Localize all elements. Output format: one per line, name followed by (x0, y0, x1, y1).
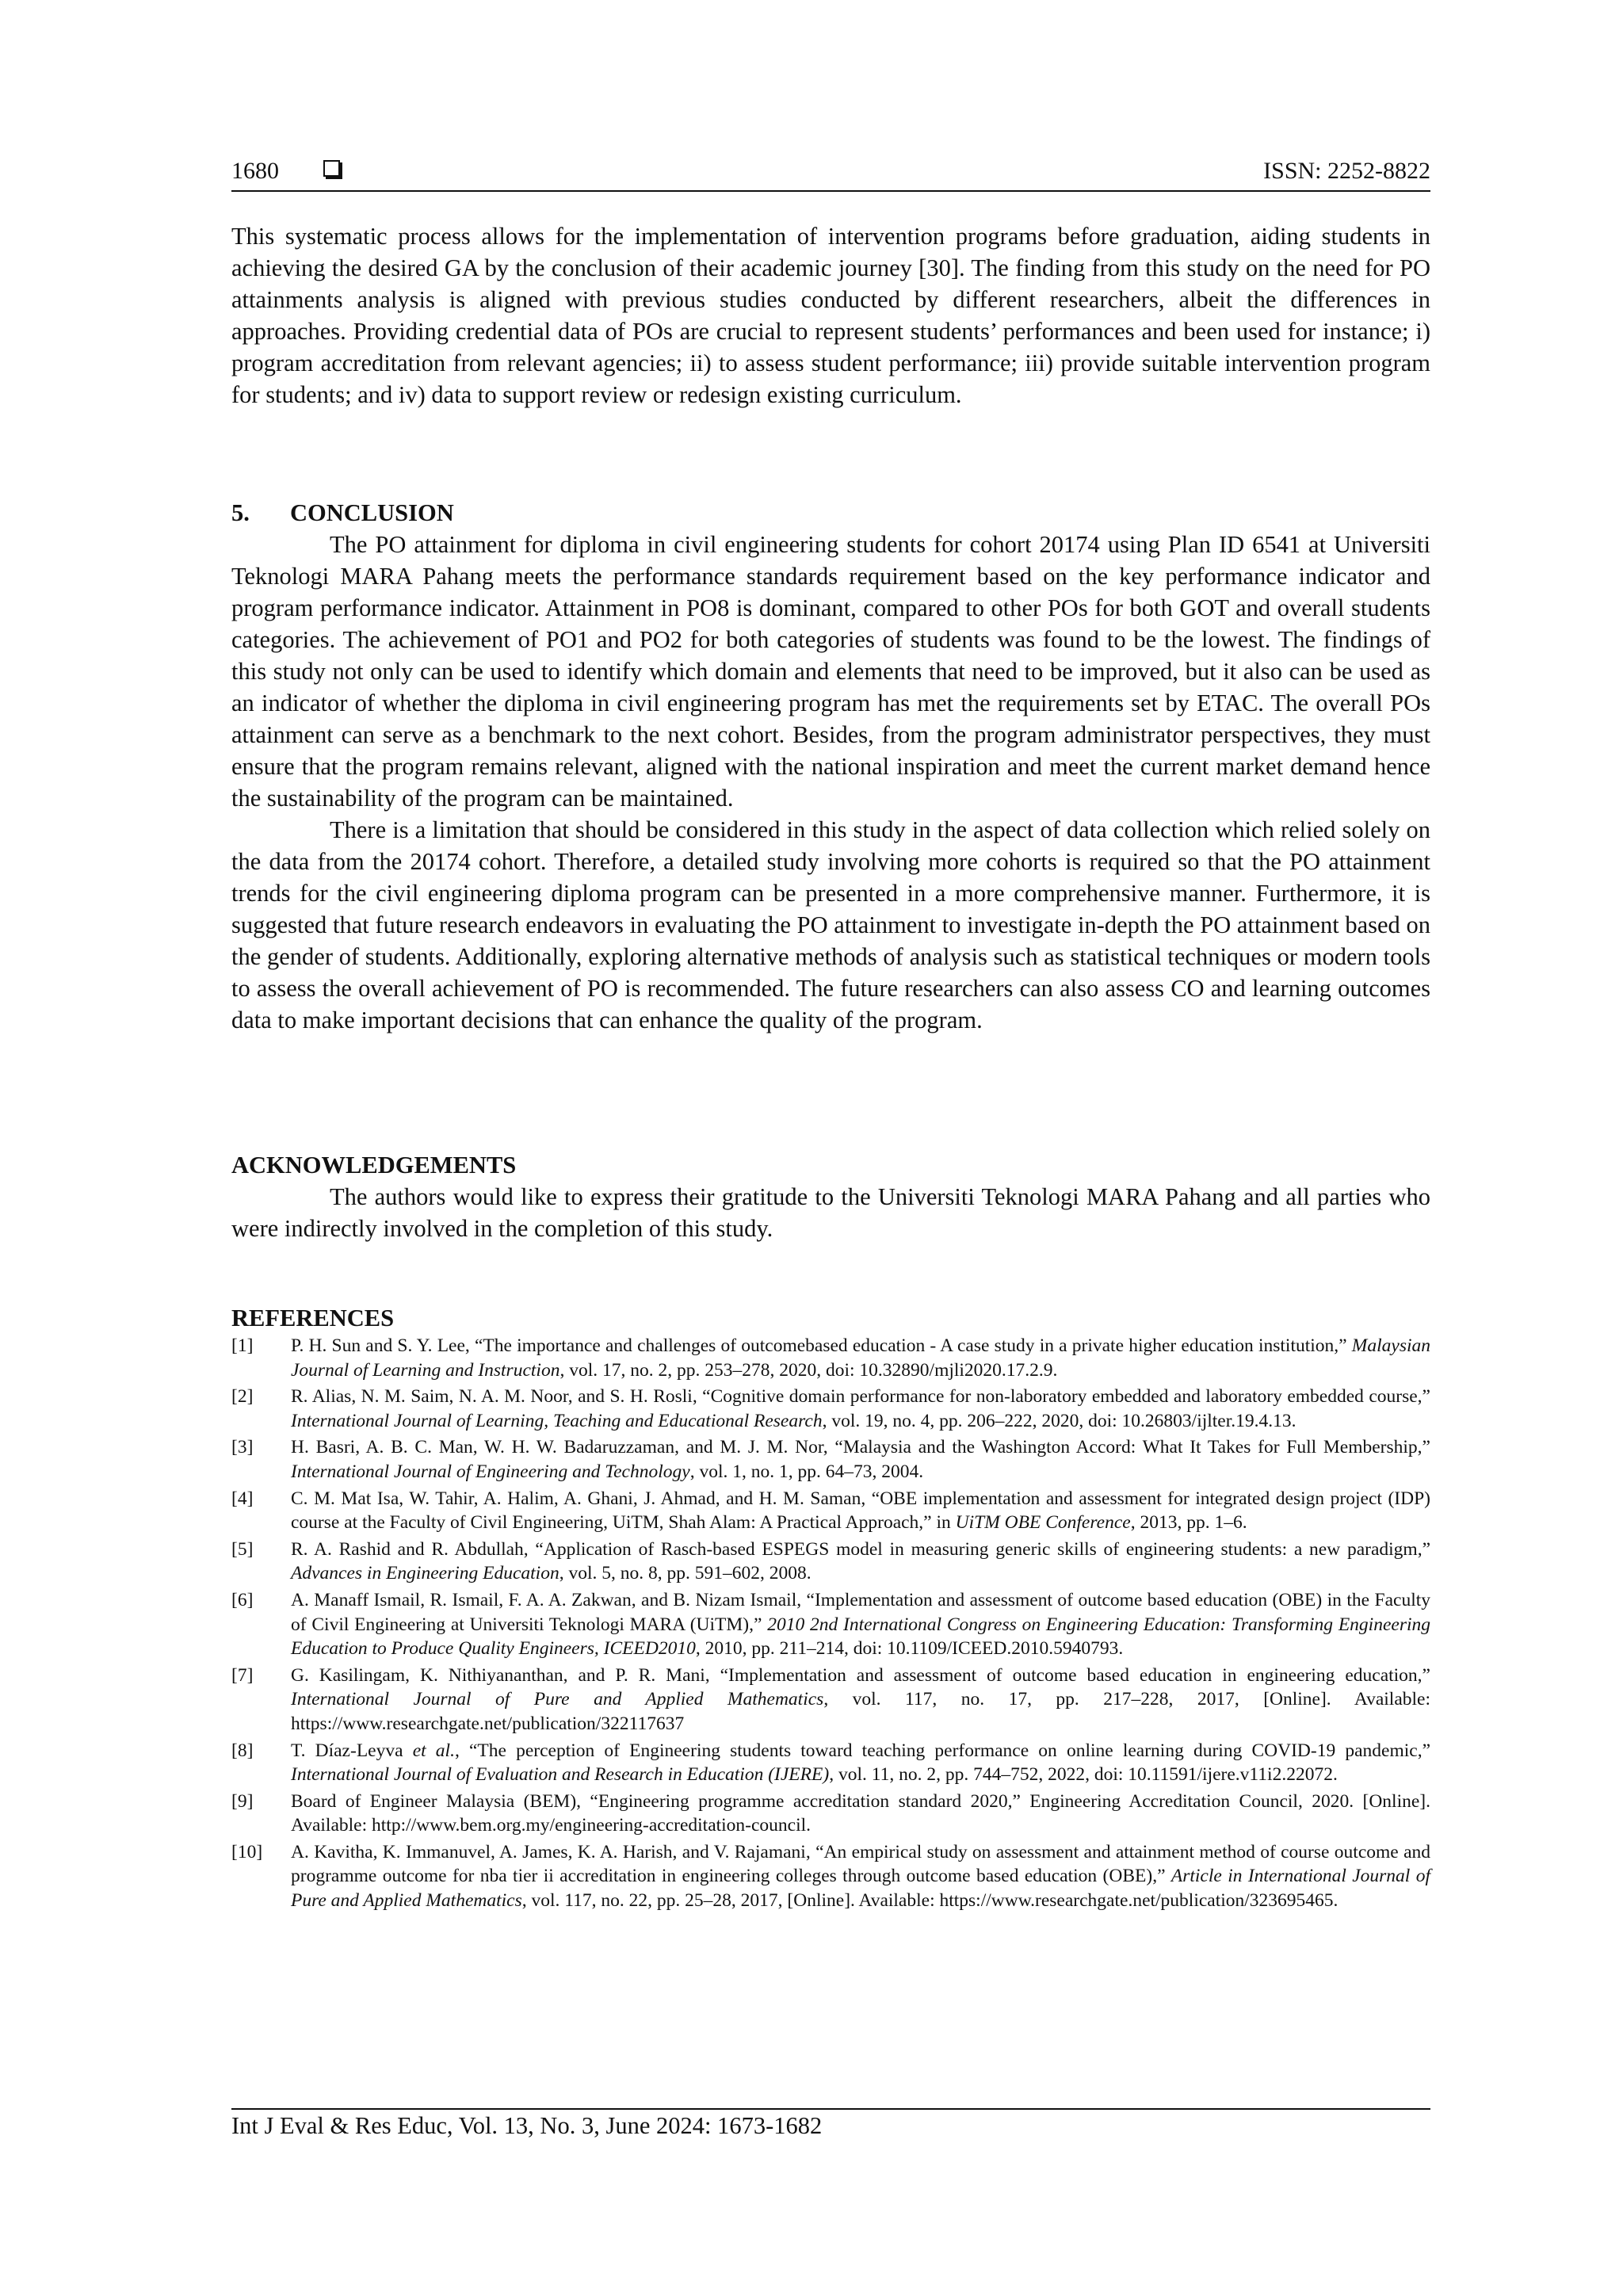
reference-item: [6] A. Manaff Ismail, R. Ismail, F. A. A. Zakwan, and B. Nizam Ismail, “Implementation and assessment of outcome based education (OBE) in the Faculty of Civil Engineering at Universiti Teknologi MARA (UiTM),” 2010 2nd International Congress on Engineering Education: Transforming Engineering Education to Produce Quality Engineers, ICEED2010, 2010, pp. 211–214, doi: 10.1109/ICEED.2010.5940793. (231, 1589, 1430, 1660)
conclusion-section (231, 497, 1430, 1036)
reference-item: [7] G. Kasilingam, K. Nithiyananthan, and P. R. Mani, “Implementation and assessment of outcome based education in engineering education,” International Journal of Pure and Applied Mathematics, vol. 117, no. 17, pp. 217–228, 2017, [Online]. Available: https://www.researchgate.net/publication/322117637 (231, 1664, 1430, 1734)
references-section (231, 1302, 1430, 1916)
section-number: 5. (231, 499, 250, 526)
reference-item: [2] R. Alias, N. M. Saim, N. A. M. Noor, and S. H. Rosli, “Cognitive domain performance for non-laboratory embedded and laboratory embedded course,” International Journal of Learning, Teaching and Educational Research, vol. 19, no. 4, pp. 206–222, 2020, doi: 10.26803/ijlter.19.4.13. (231, 1386, 1430, 1431)
header-rule (231, 190, 1430, 192)
issn-label: ISSN: 2252-8822 (1263, 158, 1430, 184)
reference-item: [3] H. Basri, A. B. C. Man, W. H. W. Badaruzzaman, and M. J. M. Nor, “Malaysia and the Washington Accord: What It Takes for Full Membership,” International Journal of Engineering and Technology, vol. 1, no. 1, pp. 64–73, 2004. (231, 1437, 1430, 1482)
acknowledgements-text: The authors would like to express their gratitude to the Universiti Teknologi MARA Pahang and all parties who were indirectly involved in the completion of this study. (231, 1183, 1430, 1242)
reference-list (231, 1334, 1430, 1913)
reference-item: [1] P. H. Sun and S. Y. Lee, “The importance and challenges of outcomebased education - A case study in a private higher education institution,” Malaysian Journal of Learning and Instruction, vol. 17, no. 2, pp. 253–278, 2020, doi: 10.32890/mjli2020.17.2.9. (231, 1335, 1430, 1381)
reference-item: [8] T. Díaz-Leyva et al., “The perception of Engineering students toward teaching performance on online learning during COVID-19 pandemic,” International Journal of Evaluation and Research in Education (IJERE), vol. 11, no. 2, pp. 744–752, 2022, doi: 10.11591/ijere.v11i2.22072. (231, 1740, 1430, 1786)
conclusion-paragraph-1: The PO attainment for diploma in civil engineering students for cohort 20174 using Plan ID 6541 at Universiti Teknologi MARA Pahang meets the performance standards requirement based on the key performance indicator and program performance indicator. Attainment in PO8 is dominant, compared to other POs for both GOT and overall students categories. The achievement of PO1 and PO2 for both categories of students was found to be the lowest. The findings of this study not only can be used to identify which domain and elements that need to be improved, but it also can be used as an indicator of whether the diploma in civil engineering program has met the requirements set by ETAC. The overall POs attainment can serve as a benchmark to the next cohort. Besides, from the program administrator perspectives, they must ensure that the program remains relevant, aligned with the national inspiration and meet the current market demand hence the sustainability of the program can be maintained. (231, 531, 1430, 812)
acknowledgements-section (231, 1149, 1430, 1244)
reference-item: [9] Board of Engineer Malaysia (BEM), “Engineering programme accreditation standard 2020,” Engineering Accreditation Council, 2020. [Online]. Available: http://www.bem.org.my/engineering-accreditation-council. (231, 1790, 1430, 1836)
conclusion-paragraph-2: There is a limitation that should be considered in this study in the aspect of data collection which relied solely on the data from the 20174 cohort. Therefore, a detailed study involving more cohorts is required so that the PO attainment trends for the civil engineering diploma program can be presented in a more comprehensive manner. Furthermore, it is suggested that future research endeavors in evaluating the PO attainment to investigate in-depth the PO attainment based on the gender of students. Additionally, exploring alternative methods of analysis such as statistical techniques or modern tools to assess the overall achievement of PO is recommended. The future researchers can also assess CO and learning outcomes data to make important decisions that can enhance the quality of the program. (231, 816, 1430, 1033)
page-number: 1680 (231, 158, 279, 184)
reference-item: [4] C. M. Mat Isa, W. Tahir, A. Halim, A. Ghani, J. Ahmad, and H. M. Saman, “OBE implementation and assessment for integrated design project (IDP) course at the Faculty of Civil Engineering, UiTM, Shah Alam: A Practical Approach,” in UiTM OBE Conference, 2013, pp. 1–6. (231, 1488, 1430, 1534)
section-title: CONCLUSION (290, 499, 454, 526)
conclusion-heading (231, 497, 1430, 529)
reference-item: [5] R. A. Rashid and R. Abdullah, “Application of Rasch-based ESPEGS model in measuring generic skills of engineering students: a new paradigm,” Advances in Engineering Education, vol. 5, no. 8, pp. 591–602, 2008. (231, 1538, 1430, 1584)
page-header (231, 155, 1430, 190)
intro-section (231, 220, 1430, 411)
references-heading: REFERENCES (231, 1305, 395, 1331)
box-bullet-icon (323, 160, 340, 177)
reference-item: [10] A. Kavitha, K. Immanuvel, A. James, K. A. Harish, and V. Rajamani, “An empirical study on assessment and attainment method of course outcome and programme outcome for nba tier ii accreditation in engineering colleges through outcome based education (OBE),” Article in International Journal of Pure and Applied Mathematics, vol. 117, no. 22, pp. 25–28, 2017, [Online]. Available: https://www.researchgate.net/publication/323695465. (231, 1841, 1430, 1912)
journal-citation-footer: Int J Eval & Res Educ, Vol. 13, No. 3, June 2024: 1673-1682 (231, 2112, 823, 2139)
acknowledgements-heading: ACKNOWLEDGEMENTS (231, 1152, 517, 1179)
intro-paragraph: This systematic process allows for the implementation of intervention programs before graduation, aiding students in achieving the desired GA by the conclusion of their academic journey [30]. The finding from this study on the need for PO attainments analysis is aligned with previous studies conducted by different researchers, albeit the differences in approaches. Providing credential data of POs are crucial to represent students’ performances and been used for instance; i) program accreditation from relevant agencies; ii) to assess student performance; iii) provide suitable intervention program for students; and iv) data to support review or redesign existing curriculum. (231, 223, 1430, 408)
